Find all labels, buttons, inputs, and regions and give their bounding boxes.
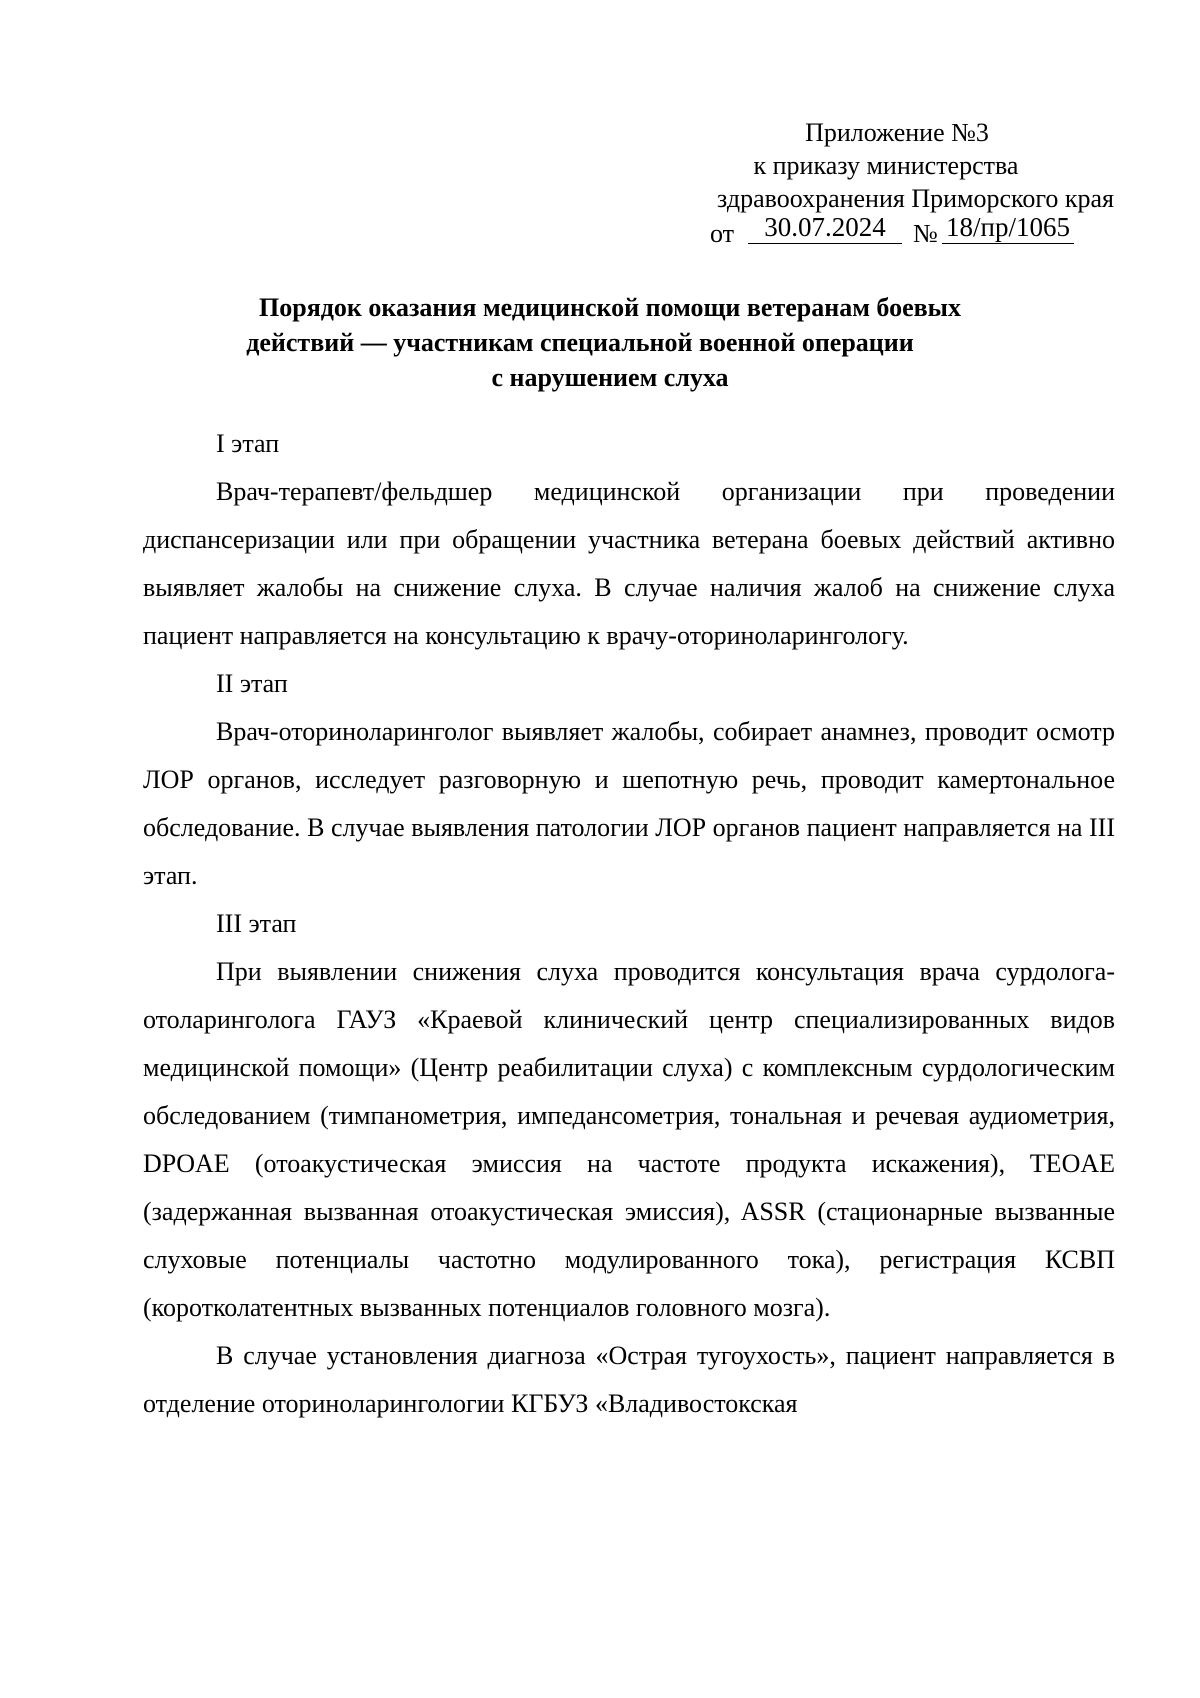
stage-3-text: При выявлении снижения слуха проводится консультация врача сурдолога-отоларинголога ГАУЗ «Краевой клинический центр специализированных видов медицинской помощи» (Центр реабилитации слуха) с комплексным сурдологическим обследованием (тимпанометрия, импедансометрия, тональная и речевая аудиометрия, DPOAE (отоакустическая эмиссия на частоте продукта искажения), TEOAE (задержанная вызванная отоакустическая эмиссия), ASSR (стационарные вызванные слуховые потенциалы частотно модулированного тока), регистрация КСВП (коротколатентных вызванных потенциалов головного мозга). <box>143 957 1115 1322</box>
from-word: от <box>710 219 735 248</box>
appendix-header <box>614 116 1114 249</box>
stage-2-text: Врач-оториноларинголог выявляет жалобы, собирает анамнез, проводит осмотр ЛОР органов, исследует разговорную и шепотную речь, проводит камертональное обследование. В случае выявления патологии ЛОР органов пациент направляется на III этап. <box>143 717 1115 890</box>
appendix-date-row <box>614 212 1114 249</box>
stage-3-text-2: В случае установления диагноза «Острая тугоухость», пациент направляется в отделение оториноларингологии КГБУЗ «Владивостокская <box>143 1341 1115 1418</box>
document-title <box>150 290 1070 395</box>
title-line-1: Порядок оказания медицинской помощи ветеранам боевых <box>259 293 961 322</box>
stage-1-heading: I этап <box>216 429 280 458</box>
appendix-order-ref: к приказу министерства <box>753 151 1019 180</box>
number-sign: № <box>913 219 938 248</box>
order-date: 30.07.2024 <box>748 211 902 244</box>
order-number: 18/пр/1065 <box>942 211 1074 244</box>
appendix-ministry: здравоохранения Приморского края <box>717 184 1114 213</box>
document-body <box>143 420 1115 1428</box>
appendix-number: Приложение №3 <box>805 118 989 147</box>
stage-2-heading: II этап <box>216 669 288 698</box>
stage-3-heading: III этап <box>216 909 297 938</box>
title-line-3: с нарушением слуха <box>491 363 729 392</box>
title-line-2: действий — участникам специальной военной операции <box>246 328 914 357</box>
stage-1-text: Врач-терапевт/фельдшер медицинской организации при проведении диспансеризации или при обращении участника ветерана боевых действий активно выявляет жалобы на снижение слуха. В случае наличия жалоб на снижение слуха пациент направляется на консультацию к врачу-оториноларингологу. <box>143 477 1115 650</box>
